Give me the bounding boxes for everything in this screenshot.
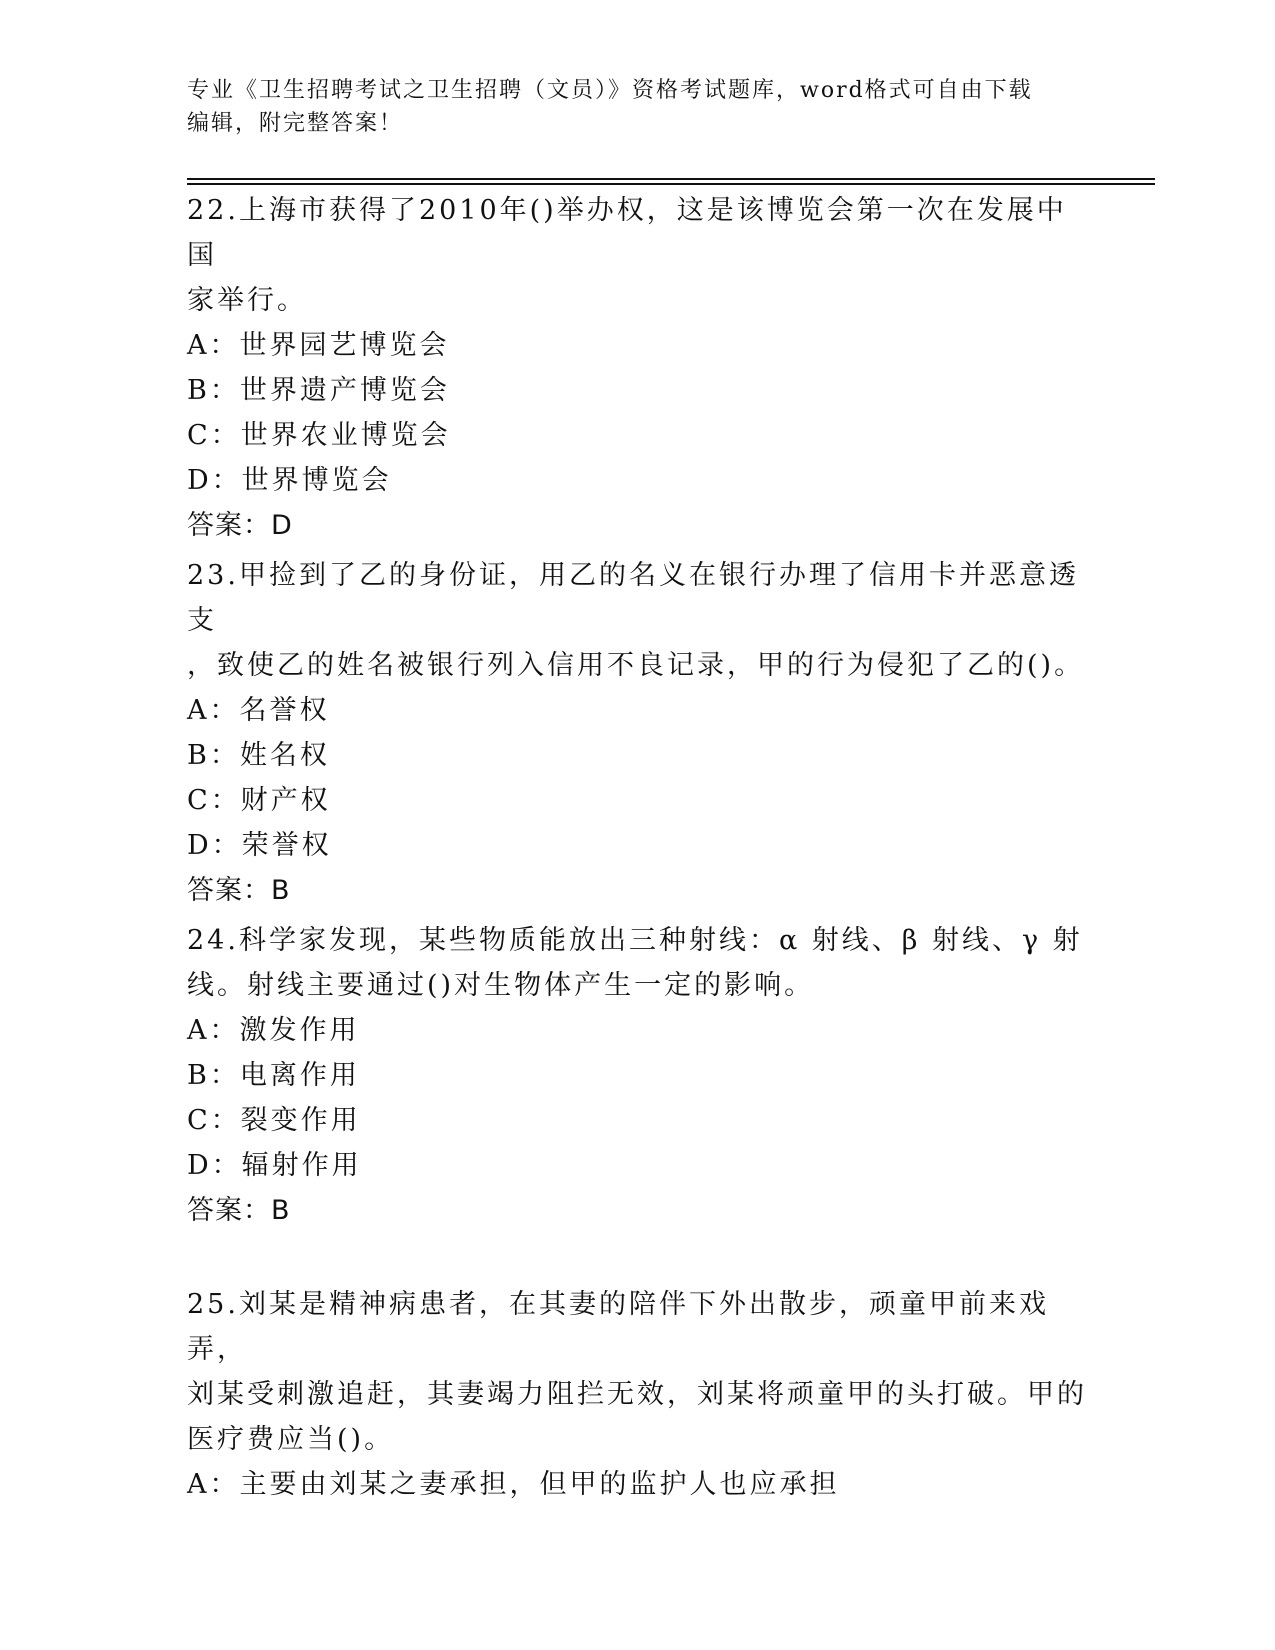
option-a: A：激发作用	[187, 1015, 360, 1046]
document-header	[187, 74, 1067, 140]
question-stem-line: 线。射线主要通过()对生物体产生一定的影响。	[187, 970, 815, 1001]
question-stem-line: 医疗费应当()。	[187, 1424, 395, 1455]
option-a: A：名誉权	[187, 695, 330, 726]
header-divider-bottom	[187, 183, 1155, 185]
option-c: C：世界农业博览会	[187, 420, 451, 451]
header-line-1: 专业《卫生招聘考试之卫生招聘（文员）》资格考试题库，word格式可自由下载	[187, 78, 1033, 103]
header-line-2: 编辑，附完整答案！	[187, 111, 404, 136]
question-25	[187, 1282, 1087, 1507]
answer-line: 答案：B	[187, 1195, 291, 1226]
option-b: B：姓名权	[187, 740, 330, 771]
option-a: A：主要由刘某之妻承担，但甲的监护人也应承担	[187, 1469, 840, 1500]
question-stem-line: 23.甲捡到了乙的身份证，用乙的名义在银行办理了信用卡并恶意透支	[187, 560, 1079, 636]
header-divider-top	[187, 178, 1155, 180]
answer-line: 答案：B	[187, 875, 291, 906]
question-stem-line: 24.科学家发现，某些物质能放出三种射线：α 射线、β 射线、γ 射	[187, 925, 1083, 956]
question-23	[187, 553, 1087, 913]
option-b: B：世界遗产博览会	[187, 375, 450, 406]
option-c: C：财产权	[187, 785, 331, 816]
option-d: D：辐射作用	[187, 1150, 362, 1181]
option-c: C：裂变作用	[187, 1105, 361, 1136]
option-a: A：世界园艺博览会	[187, 330, 450, 361]
question-stem-line: 刘某受刺激追赶，其妻竭力阻拦无效，刘某将顽童甲的头打破。甲的	[187, 1379, 1087, 1410]
question-stem-line: ，致使乙的姓名被银行列入信用不良记录，甲的行为侵犯了乙的()。	[187, 650, 1085, 681]
option-d: D：世界博览会	[187, 465, 392, 496]
answer-line: 答案：D	[187, 510, 293, 541]
option-b: B：电离作用	[187, 1060, 360, 1091]
question-24	[187, 918, 1087, 1233]
option-d: D：荣誉权	[187, 830, 332, 861]
question-stem-line: 25.刘某是精神病患者，在其妻的陪伴下外出散步，顽童甲前来戏弄，	[187, 1289, 1049, 1365]
question-22	[187, 188, 1087, 548]
question-stem-line: 家举行。	[187, 285, 307, 316]
question-stem-line: 22.上海市获得了2010年()举办权，这是该博览会第一次在发展中国	[187, 195, 1067, 271]
